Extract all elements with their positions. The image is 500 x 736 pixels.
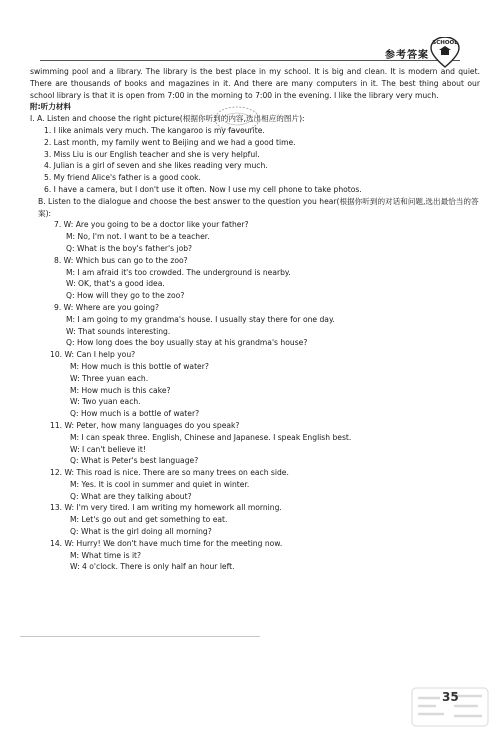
dialogue-line: M: Let's go out and get something to eat.: [70, 515, 228, 525]
dialogue-line: W: Two yuan each.: [70, 397, 141, 407]
dialogue-line: 13. W: I'm very tired. I am writing my homework all morning.: [50, 503, 282, 513]
list-item: 6. I have a camera, but I don't use it often. Now I use my cell phone to take photos.: [44, 184, 362, 194]
dialogue-line: Q: How will they go to the zoo?: [66, 291, 185, 301]
dialogue-line: Q: What are they talking about?: [70, 491, 192, 501]
dialogue-line: M: No, I'm not. I want to be a teacher.: [66, 232, 210, 242]
page-number: 35: [442, 690, 459, 704]
header-title: 参考答案: [385, 50, 429, 61]
dialogue-line: Q: What is the girl doing all morning?: [70, 527, 212, 537]
page-content: [30, 66, 480, 573]
dialogue-line: M: How much is this bottle of water?: [70, 361, 209, 371]
part-b-title: B. Listen to the dialogue and choose the best answer to the question you hear(根据你听到的对话和问题,选出最恰当的答案):: [38, 196, 479, 218]
list-item: 3. Miss Liu is our English teacher and she is very helpful.: [44, 149, 260, 159]
dialogue-line: W: OK, that's a good idea.: [66, 279, 165, 289]
dialogue-line: W: That sounds interesting.: [66, 326, 171, 336]
list-item: 5. My friend Alice's father is a good cook.: [44, 173, 201, 183]
dialogue-line: M: How much is this cake?: [70, 385, 171, 395]
dialogue-line: Q: What is Peter's best language?: [70, 456, 199, 466]
dialogue-line: Q: How much is a bottle of water?: [70, 409, 200, 419]
page-header: [0, 0, 500, 64]
dialogue-line: W: Three yuan each.: [70, 373, 149, 383]
dialogue-line: 9. W: Where are you going?: [54, 302, 160, 312]
dialogue-line: 14. W: Hurry! We don't have much time for the meeting now.: [50, 538, 283, 548]
intro-paragraph: swimming pool and a library. The library is the best place in my school. It is big and clean. It is modern and quiet. There are thousands of books and magazines in it. And there are many computers in it. The best thing about our school library is that it is open from 7:00 in the morning to 7:00 in the evening. I like the library very much.: [30, 67, 480, 100]
dialogue-line: M: What time is it?: [70, 550, 142, 560]
dialogue-line: 10. W: Can I help you?: [50, 350, 136, 360]
bottom-rule: [20, 636, 260, 637]
section-title: Ⅰ. A. Listen and choose the right picture(根据你听到的内容,选出相应的图片):: [30, 114, 305, 124]
appendix-heading: 附:听力材料: [30, 102, 72, 112]
dialogue-line: 7. W: Are you going to be a doctor like your father?: [54, 220, 249, 230]
list-item: 4. Julian is a girl of seven and she likes reading very much.: [44, 161, 268, 171]
logo-text: SCHOOL: [432, 40, 458, 46]
list-item: 1. I like animals very much. The kangaroo is my favourite.: [44, 125, 265, 135]
list-item: 2. Last month, my family went to Beijing and we had a good time.: [44, 137, 296, 147]
dialogue-line: M: Yes. It is cool in summer and quiet in winter.: [70, 479, 250, 489]
dialogue-line: M: I am going to my grandma's house. I usually stay there for one day.: [66, 314, 335, 324]
dialogue-line: 8. W: Which bus can go to the zoo?: [54, 255, 188, 265]
dialogue-line: 11. W: Peter, how many languages do you speak?: [50, 420, 240, 430]
dialogue-line: W: 4 o'clock. There is only half an hour left.: [70, 562, 235, 572]
dialogue-line: W: I can't believe it!: [70, 444, 146, 454]
dialogue-line: M: I am afraid it's too crowded. The underground is nearby.: [66, 267, 291, 277]
dialogue-line: 12. W: This road is nice. There are so many trees on each side.: [50, 468, 289, 478]
dialogue-line: Q: What is the boy's father's job?: [66, 243, 193, 253]
dialogue-line: M: I can speak three. English, Chinese and Japanese. I speak English best.: [70, 432, 352, 442]
dialogue-line: Q: How long does the boy usually stay at his grandma's house?: [66, 338, 308, 348]
